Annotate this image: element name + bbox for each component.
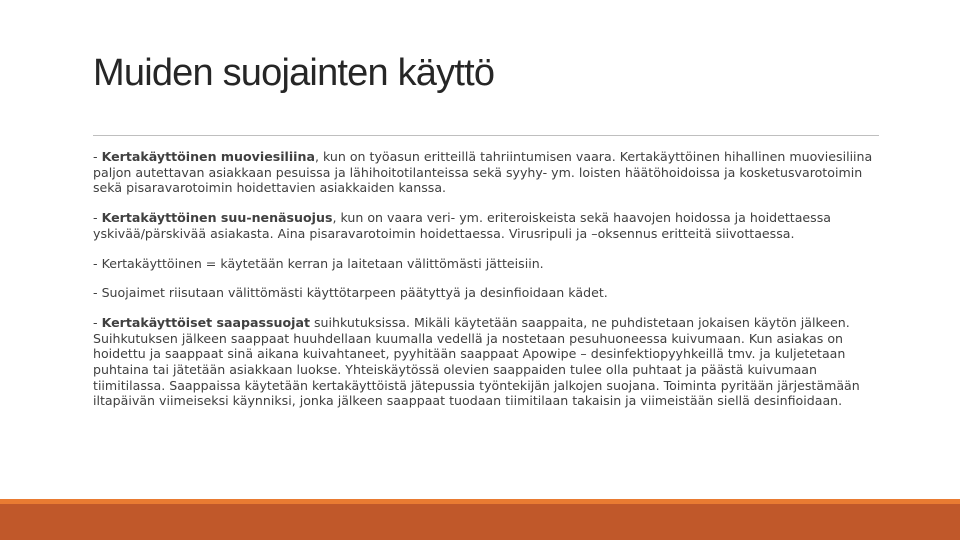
paragraph-apron xyxy=(93,149,879,196)
footer-bar xyxy=(0,504,960,540)
bullet-dash: - xyxy=(93,314,102,330)
paragraph-text: suihkutuksissa. Mikäli käytetään saappaita, ne puhdistetaan jokaisen käytön jälkeen. Suihkutuksen jälkeen saappaat huuhdellaan kuumalla vedellä ja nostetaan pesuhuoneessa kuivumaan. Kun asiakas on hoidettu ja saappaat sinä aikana kuivahtaneet, pyyhitään saappaat Apowipe – desinfektiopyyhkeillä tmv. ja kuljetetaan puhtaina tai jätetään asiakkaan luokse. Yhteiskäytössä olevien saappaiden tulee olla puhtaat ja päästä kuivumaan tiimitilassa. Saappaissa käytetään kertakäyttöistä jätepussia työntekijän jalkojen suojana. Toiminta pyritään järjestämään iltapäivän viimeiseksi käynniksi, jonka jälkeen saappaat tuodaan tiimitilaan takaisin ja viimeistään siellä desinfioidaan. xyxy=(93,314,860,409)
title-divider xyxy=(93,135,879,136)
bullet-dash: - xyxy=(93,255,102,271)
paragraph-text: , kun on vaara veri- ym. eriteroiskeista sekä haavojen hoidossa ja hoidettaessa yskivää/pärskivää asiakasta. Aina pisaravarotoimin hoidettaessa. Virusripuli ja –oksennus eritteitä siivottaessa. xyxy=(93,210,832,241)
bullet-dash: - xyxy=(93,210,102,226)
bullet-dash: - xyxy=(93,149,102,164)
paragraph-removal xyxy=(93,285,879,301)
paragraph-disposable xyxy=(93,256,879,272)
slide-title: Muiden suojainten käyttö xyxy=(93,52,495,94)
slide-body xyxy=(93,149,879,423)
paragraph-bold-term: Kertakäyttöinen muoviesiliina xyxy=(101,149,315,164)
paragraph-mask xyxy=(93,210,879,241)
paragraph-text: Kertakäyttöinen = käytetään kerran ja laitetaan välittömästi jätteisiin. xyxy=(101,255,544,271)
paragraph-boot-covers xyxy=(93,315,879,409)
paragraph-bold-term: Kertakäyttöinen suu-nenäsuojus xyxy=(101,210,333,226)
bullet-dash: - xyxy=(93,285,102,301)
paragraph-bold-term: Kertakäyttöiset saapassuojat xyxy=(101,314,310,330)
paragraph-text: , kun on työasun eritteillä tahriintumisen vaara. Kertakäyttöinen hihallinen muoviesiliina paljon autettavan asiakkaan pesuissa ja lähihoitotilanteissa sekä syyhy- ym. loisten häätöhoidoissa ja kosketusvarotoimin sekä pisaravarotoimin hoidettavien asiakkaiden kanssa. xyxy=(93,149,873,196)
paragraph-text: Suojaimet riisutaan välittömästi käyttötarpeen päätyttyä ja desinfioidaan kädet. xyxy=(101,285,608,301)
